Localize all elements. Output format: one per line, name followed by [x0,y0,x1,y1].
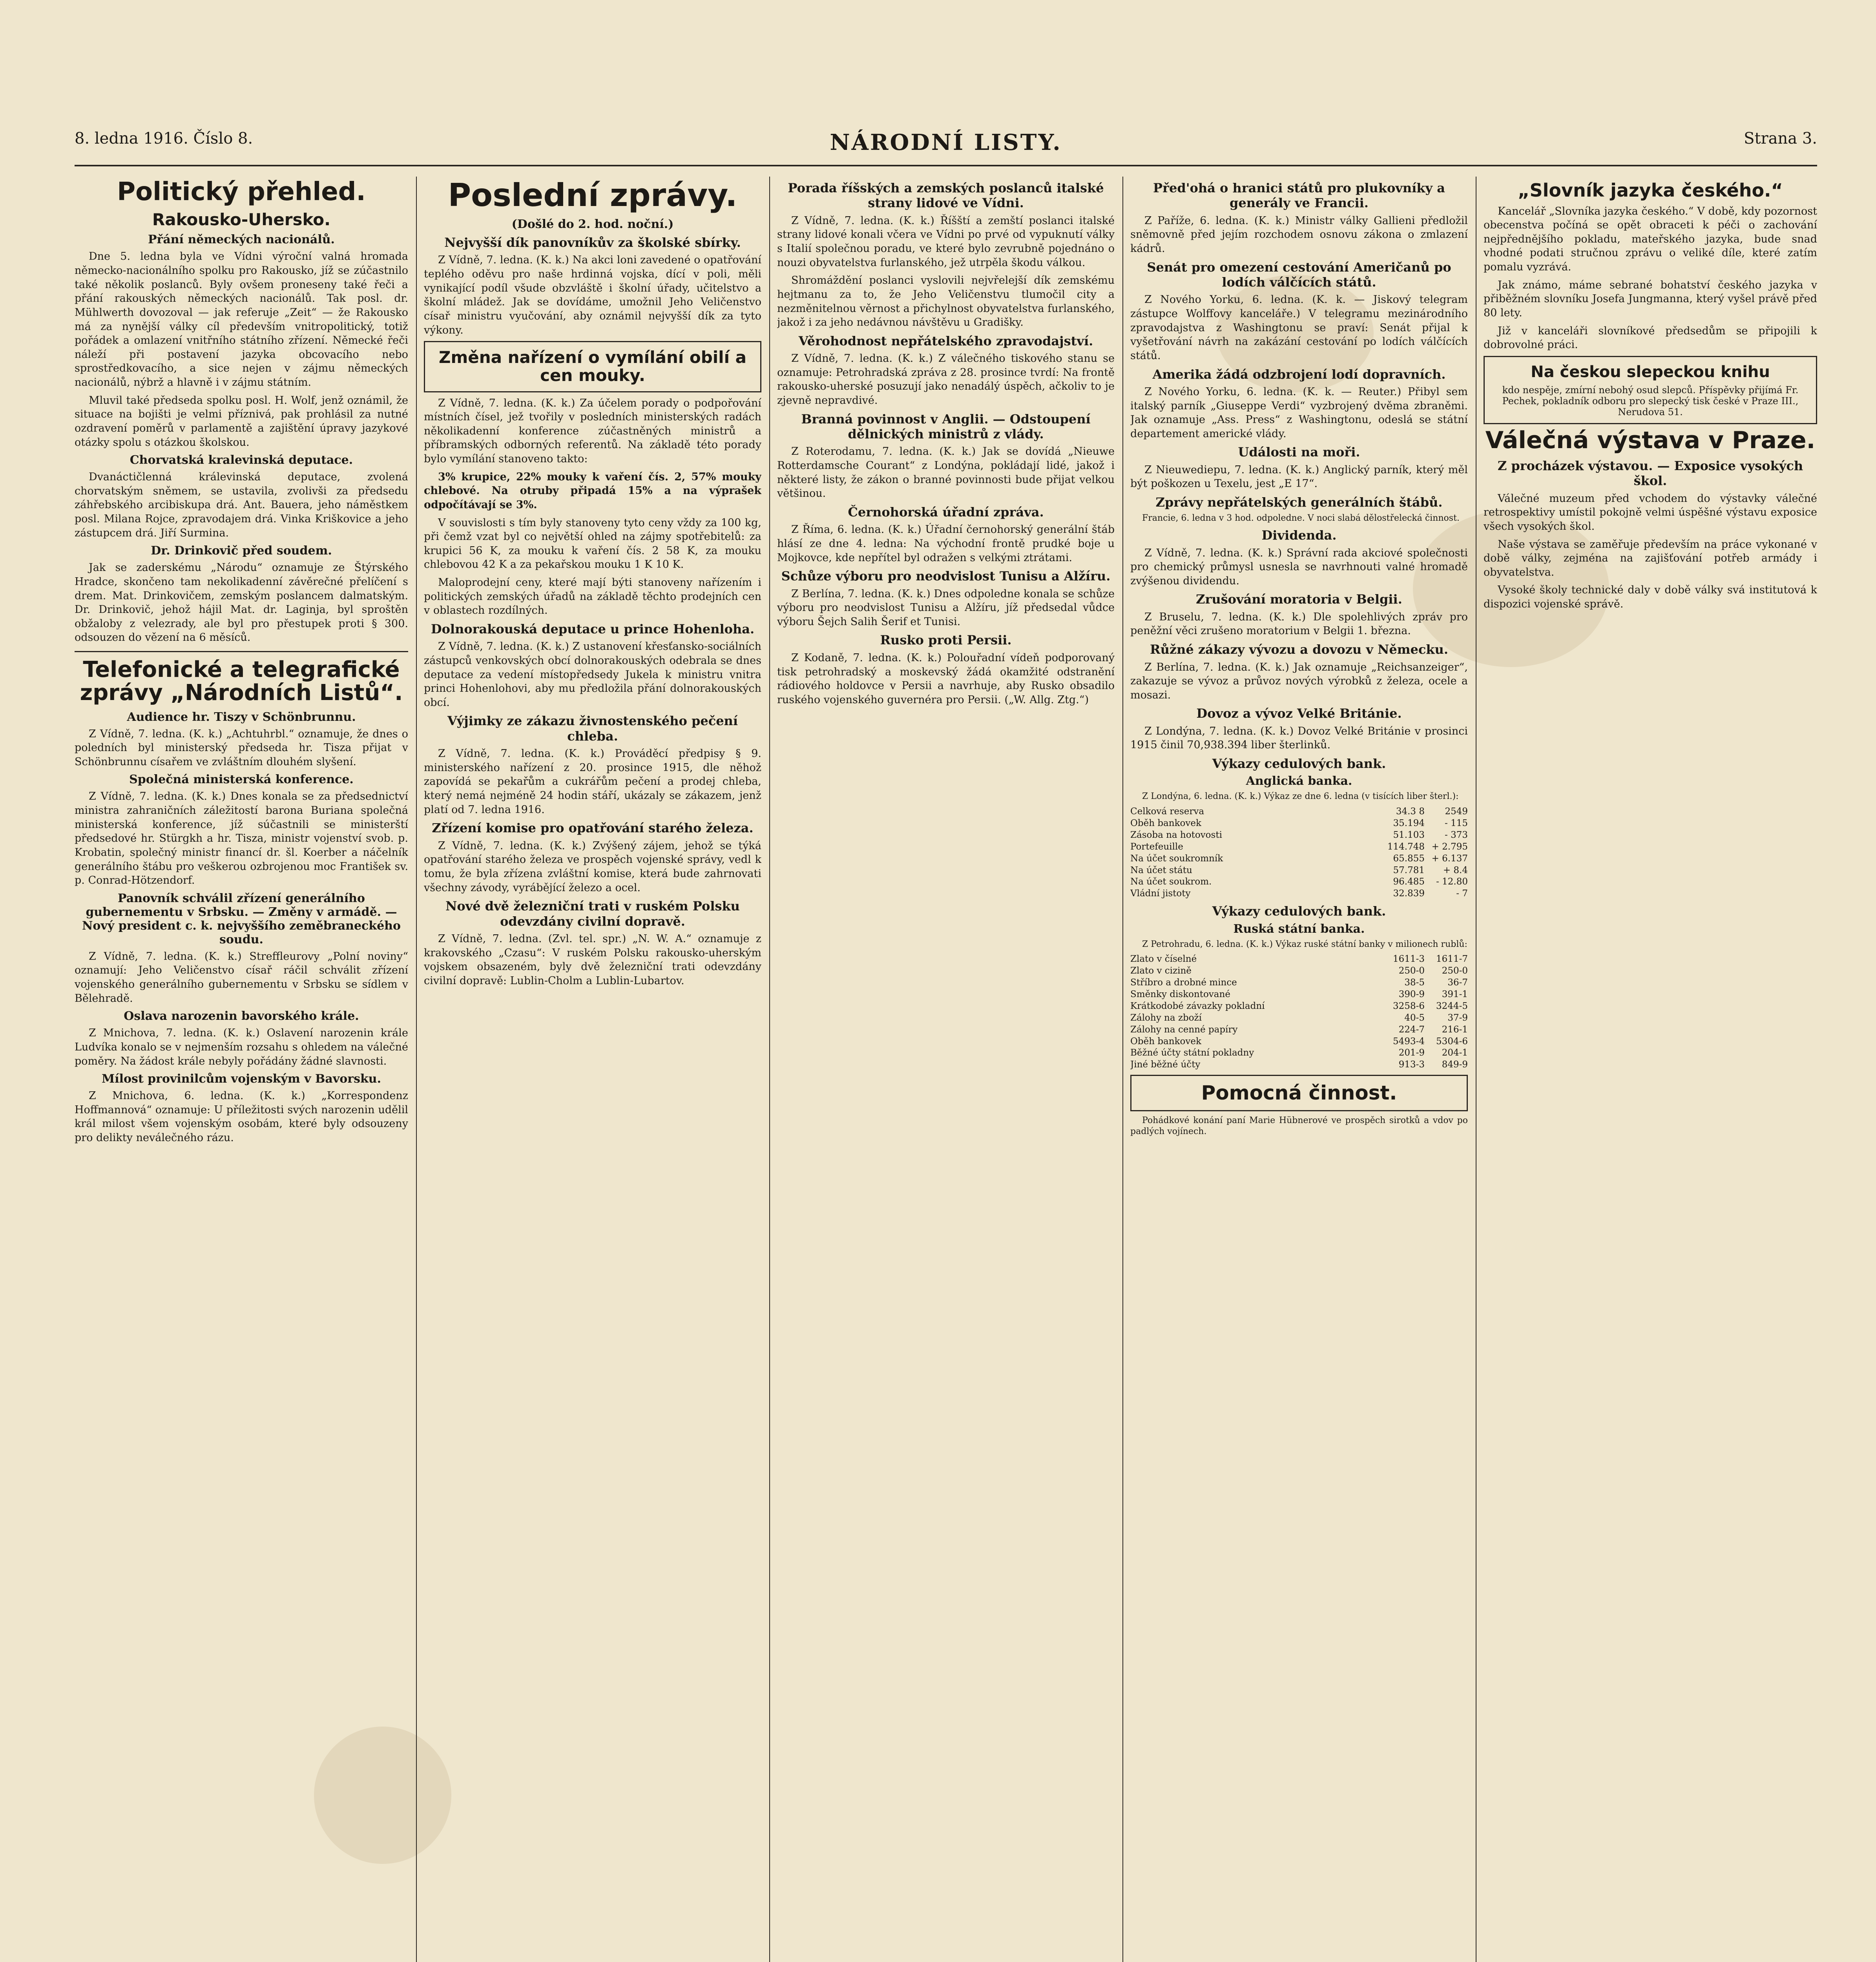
article-heading: Před'ohá o hranici států pro plukovníky a generály ve Francii. [1153,181,1445,211]
article-subheading: Ruská státní banka. [1233,922,1365,936]
article-paragraph: Dvanáctičlenná králevinská deputace, zvolená chorvatským sněmem, se ustavila, zvolivši za předsedu záhřebského arcibiskupa drá. Ant. Bauera, jeho náměstkem posl. Milana Rojce, zpravodajem drá. Vinka Kriškovice a jeho zástupcem drá. Jiří Surmina. [75,471,408,539]
article-heading: Věrohodnost nepřátelského zpravodajství. [798,333,1093,348]
article-paragraph: Z Nieuwediepu, 7. ledna. (K. k.) Anglický parník, který měl být poškozen u Texelu, jest „E 17“. [1130,463,1468,490]
column-rule [416,177,417,1962]
table-row [1130,806,1468,818]
article-paragraph: Z Mnichova, 6. ledna. (K. k.) „Korrespondenz Hoffmannová“ oznamuje: U příležitosti svých narozenin udělil král milost všem vojenským osobám, které byly odsouzeny pro delikty neválečného rázu. [75,1090,408,1144]
row-label: Zálohy na cenné papíry [1130,1024,1238,1035]
article-paragraph: Pohádkové konání paní Marie Hübnerové ve prospěch sirotků a vdov po padlých vojínech. [1130,1116,1468,1136]
article-heading: Zrušování moratoria v Belgii. [1196,592,1402,607]
article-paragraph: Z Londýna, 7. ledna. (K. k.) Dovoz Velké Británie v prosinci 1915 činil 70,938.394 liber šterlinků. [1130,725,1468,751]
article-paragraph: Z Petrohradu, 6. ledna. (K. k.) Výkaz ruské státní banky v milionech rublů: [1142,939,1467,949]
article-paragraph: 3% krupice, 22% mouky k vaření čís. 2, 57% mouky chlebové. Na otruby připadá 15% a na výprašek odpočítávají se 3%. [424,470,761,511]
article-heading: Výkazy cedulových bank. [1212,904,1386,919]
row-label: Jiné běžné účty [1130,1059,1201,1070]
section-title: „Slovník jazyka českého.“ [1518,180,1783,201]
article-heading: Mílost provinilcům vojenským v Bavorsku. [101,1072,381,1086]
row-value: 38-5 [1404,977,1425,988]
article-paragraph: Maloprodejní ceny, které mají býti stanoveny nařízením i politických zemských úřadů na základě těchto prodejních cen v oblastech rozdílných. [424,576,761,617]
article-paragraph: Válečné muzeum před vchodem do výstavky válečné retrospektivy umístil pokojně velmi úspěšné výstavu exposice všech vysokých škol. [1484,492,1817,532]
row-label: Na účet státu [1130,865,1192,875]
article-paragraph: V souvislosti s tím byly stanoveny tyto ceny vždy za 100 kg, při čemž vzat byl co největší ohled na zájmy spotřebitelů: za krupici 56 K, za mouku k vaření čís. 2 58 K, za mouku chlebovou 42 K a za pekařskou mouku 1 K 10 K. [424,516,761,571]
row-label: Oběh bankovek [1130,1036,1201,1047]
table-row [1130,1024,1468,1036]
row-value: 250-0 [1442,966,1468,976]
row-label: Oběh bankovek [1130,818,1201,829]
row-value: 36-7 [1447,977,1468,988]
row-label: Směnky diskontované [1130,989,1230,1000]
table-row [1130,1047,1468,1059]
section-subtitle: Rakousko-Uhersko. [152,210,331,230]
article-paragraph: Naše výstava se zaměřuje především na práce vykonané v době války, zejména na zajišťování potřeb armády i obyvatelstva. [1484,538,1817,578]
article-heading: Oslava narozenin bavorského krále. [124,1009,359,1023]
section-title: Politický přehled. [117,177,366,206]
article-heading: Výjimky ze zákazu živnostenského pečení chleba. [447,713,738,744]
highlight-box [1130,1075,1468,1111]
row-value: 913-3 [1398,1059,1425,1070]
article-heading: Změna nařízení o vymílání obilí a cen mouky. [439,348,746,385]
article-heading: Branná povinnost v Anglii. — Odstoupení dělnických ministrů z vlády. [801,411,1091,442]
row-value: 391-1 [1442,989,1468,1000]
table-row [1130,1001,1468,1012]
row-label: Stříbro a drobné mince [1130,977,1237,988]
row-value: 34.3 8 [1396,806,1425,817]
issue-date: 8. ledna 1916. Číslo 8. [75,129,253,148]
column-5 [1484,177,1817,1962]
row-value: 37-9 [1447,1012,1468,1023]
article-paragraph: Z Vídně, 7. ledna. (K. k.) Za účelem porady o podpořování místních čísel, jež tvořily v posledních ministerských radách několikadenní konference zúčastněných ministrů a příbramských odborných referentů. Na základě této porady bylo vymílání stanoveno takto: [424,397,761,465]
article-paragraph: Dne 5. ledna byla ve Vídni výroční valná hromada německo-nacionálního spolku pro Rakousko, jíž se zúčastnilo také několik poslanců. Byly ovšem proneseny také řeči a přání rakouských německých nacionálů. Tak posl. dr. Mühlwerth dovozoval — jak referuje „Zeit“ — že Rakousko má za nynější války cíl především vnitropolitický, totiž pořádek a omlazení vnitřního státního zřízení. Německé řeči náleží při postavení jazyka obcovacího nebo sprostředkovacího, a sice nejen v zájmu německých nacionálů, nýbrž a hlavně i v zájmu státním. [75,250,408,388]
article-paragraph: Z Nového Yorku, 6. ledna. (K. k. — Jiskový telegram zástupce Wolffovy kanceláře.) V telegramu mezinárodního zpravodajstva z Washingtonu se praví: Senát přijal k vyšetřování návrh na zakázání cestování po lodích válčících států. [1130,294,1468,362]
article-heading: Panovník schválil zřízení generálního gubernementu v Srbsku. — Změny v armádě. — Nový president c. k. nejvyššího zeměbraneckého soudu. [82,891,401,946]
article-heading: Nové dvě železniční trati v ruském Polsku odevzdány civilní dopravě. [445,899,740,929]
article-heading: Schůze výboru pro neodvislost Tunisu a Alžíru. [781,569,1111,584]
row-value: - 373 [1445,830,1468,840]
article-paragraph: Shromáždění poslanci vyslovili nejvřelejší dík zemskému hejtmanu za to, že Jeho Veličenstvu tlumočil city a nezměnitelnou věrnost a přichylnost obyvatelstva furlanského, jakož i za jeho nedávnou návštěvu u Gradišky. [777,274,1115,329]
telegraph-title: Telefonické a telegrafické zprávy „Národních Listů“. [80,657,403,706]
row-value: 201-9 [1398,1048,1425,1058]
table-row [1130,989,1468,1001]
column-rule [1122,177,1123,1962]
article-paragraph: Z Říma, 6. ledna. (K. k.) Úřadní černohorský generální štáb hlásí ze dne 4. ledna: Na východní frontě prudké boje u Mojkovce, kde nepřítel byl odražen s velkými ztrátami. [777,523,1115,564]
box-text: kdo nespěje, zmírní nebohý osud slepců. Příspěvky přijímá Fr. Pechek, pokladník odboru pro slepecký tisk české v Praze III., Nerudova 51. [1502,384,1799,418]
table-row [1130,954,1468,965]
row-value: 5304-6 [1436,1036,1468,1047]
highlight-box [424,341,761,392]
column-2 [424,177,761,1962]
article-heading: Zprávy nepřátelských generálních štábů. [1155,495,1443,510]
row-label: Zásoba na hotovosti [1130,830,1222,840]
row-value: 390-9 [1398,989,1425,1000]
row-value: 57.781 [1393,865,1425,875]
article-paragraph: Z Vídně, 7. ledna. (K. k.) Správní rada akciové společnosti pro chemický průmysl usnesla se navrhnouti valné hromadě zvýšenou dividendu. [1130,547,1468,587]
article-heading: Pomocná činnost. [1201,1081,1397,1105]
row-label: Portefeuille [1130,841,1183,852]
row-label: Zlato v číselné [1130,954,1197,965]
row-label: Na účet soukromník [1130,853,1223,864]
article-paragraph: Jak se zaderskému „Národu“ oznamuje ze Štýrského Hradce, skončeno tam nekolikadenní závěrečné přelíčení s drem. Mat. Drinkovičem, zemským poslancem dalmatským. Dr. Drinkovič, jehož hájil Mat. dr. Laginja, byl sproštěn obžaloby z velezrady, ale byl pro přestupek proti § 300. odsouzen do vězení na 6 měsíců. [75,562,408,644]
article-heading: Nejvyšší dík panovníkův za školské sbírky. [444,235,741,250]
row-value: - 12.80 [1436,877,1468,887]
article-heading: Výkazy cedulových bank. [1212,756,1386,771]
article-heading: Audience hr. Tiszy v Schönbrunnu. [127,710,356,724]
row-label: Zlato v cizině [1130,966,1192,976]
article-paragraph: Již v kanceláři slovníkové předsedům se připojili k dobrovolné práci. [1484,325,1817,351]
article-paragraph: Z Vídně, 7. ledna. (Zvl. tel. spr.) „N. W. A.“ oznamuje z krakovského „Czasu“: V ruském Polsku rakousko-uherským vojskem obsazeném, byly dvě železniční trati odevzdány civilní dopravě: Lublin-Cholm a Lublin-Lubartov. [424,932,761,987]
table-row [1130,818,1468,830]
row-value: 114.748 [1387,841,1425,852]
article-heading: Senát pro omezení cestování Američanů po lodích válčících států. [1147,259,1451,290]
row-value: 250-0 [1398,966,1425,976]
article-paragraph: Z Nového Yorku, 6. ledna. (K. k. — Reuter.) Přibyl sem italský parník „Giuseppe Verdi“ vyzbrojený dvěma zbraněmi. Jak oznamuje „Ass. Press“ z Washingtonu, odeslá se státní departement americké vlády. [1130,385,1468,440]
row-value: + 2.795 [1431,841,1468,852]
row-value: 65.855 [1393,853,1425,864]
article-paragraph: Z Vídně, 7. ledna. (K. k.) „Achtuhrbl.“ oznamuje, že dnes o poledních byl ministerský předseda hr. Tisza přijat v Schönbrunnu císařem ve zvláštním dlouhém slyšení. [75,728,408,768]
article-paragraph: Z Bruselu, 7. ledna. (K. k.) Dle spolehlivých zpráv pro peněžní věci zrušeno moratorium v Belgii 1. března. [1130,611,1468,637]
section-subtitle: (Došlé do 2. hod. noční.) [511,217,674,231]
row-value: 216-1 [1442,1024,1468,1035]
article-paragraph: Z Kodaně, 7. ledna. (K. k.) Polouřadní vídeň podporovaný tisk petrohradský a moskevský žádá okamžité odstranění rádiového holdovce v Persii a navrhuje, aby Rusko obsadilo ruského vojenského guvernéra pro Persii. („W. Allg. Ztg.“) [777,651,1115,706]
article-paragraph: Z Berlína, 7. ledna. (K. k.) Jak oznamuje „Reichsanzeiger“, zakazuje se vývoz a průvoz nových výrobků z železa, ocele a mosazi. [1130,661,1468,701]
article-paragraph: Z Vídně, 7. ledna. (K. k.) Na akci loni zavedené o opatřování teplého oděvu pro naše hrdinná vojska, dící v poli, měli vynikající podíl všude obzvláště i školní úřady, učitelstvo a školní mládež. Jak se dovídáme, umožnil Jeho Veličenstvo císař ministru vyučování, aby oznámil nejvyšší dík za tyto výkony. [424,254,761,336]
row-value: + 8.4 [1443,865,1468,875]
row-label: Celková reserva [1130,806,1204,817]
article-paragraph: Z Vídně, 7. ledna. (K. k.) Dnes konala se za předsednictví ministra zahraničních záležitostí barona Buriana společná ministerská konference, jíž súčastnili se ministerští předsedové hr. Stürgkh a hr. Tisza, ministr vojenství svob. p. Krobatin, společný ministr financí dr. šl. Koerber a náčelník generálního štábu pro veškerou ozbrojenou moc František sv. p. Conrad-Hötzendorf. [75,790,408,887]
article-paragraph: Z Vídně, 7. ledna. (K. k.) Prováděcí předpisy § 9. ministerského nařízení z 20. prosince 1915, dle něhož zapovídá se pekařům a cukrářům pečení a prodej chleba, který nemá nejméně 24 hodin stáří, ukázaly se zákazem, jenž platí od 7. ledna 1916. [424,748,761,816]
article-heading: Porada říšských a zemských poslanců italské strany lidové ve Vídni. [788,181,1104,211]
row-label: Běžné účty státní pokladny [1130,1048,1254,1058]
article-heading: Události na moři. [1238,445,1360,460]
article-paragraph: Vysoké školy technické daly v době války svá institutová k dispozici vojenské správě. [1484,584,1817,610]
row-value: 849-9 [1442,1059,1468,1070]
column-rule [769,177,770,1962]
bank-table-russia [1130,954,1468,1071]
table-row [1130,841,1468,853]
row-label: Na účet soukrom. [1130,877,1212,887]
divider [75,651,408,652]
table-row [1130,876,1468,888]
article-heading: Amerika žádá odzbrojení lodí dopravních. [1152,367,1446,382]
column-1 [75,177,408,1962]
row-value: 204-1 [1442,1048,1468,1058]
page-number: Strana 3. [1744,129,1817,148]
article-paragraph: Z Mnichova, 7. ledna. (K. k.) Oslavení narozenin krále Ludvíka konalo se v nejmenším rozsahu s ohledem na válečné poměry. Na žádost krále nebyly pořádány žádné slavnosti. [75,1027,408,1067]
article-heading: Chorvatská kralevinská deputace. [130,453,353,467]
row-value: 224-7 [1398,1024,1425,1035]
article-subheading: Anglická banka. [1246,774,1352,788]
article-paragraph: Z Berlína, 7. ledna. (K. k.) Dnes odpoledne konala se schůze výboru pro neodvislost Tunisu a Alžíru, jíž předsedal vůdce výboru Šejch Salih Šerif et Tunisi. [777,587,1115,628]
row-label: Krátkodobé závazky pokladní [1130,1001,1265,1011]
table-row [1130,830,1468,841]
section-title: Poslední zprávy. [448,177,737,213]
article-paragraph: Z Vídně, 7. ledna. (K. k.) Říšští a zemští poslanci italské strany lidové konali včera ve Vídni po prvé od vypuknutí války s Italií společnou poradu, ve které bylo zevrubně pojednáno o nouzi obyvatelstva furlanského, jež utrpěla škodu válkou. [777,214,1115,269]
page-header [75,118,1817,166]
row-value: - 7 [1456,888,1468,899]
article-heading: Společná ministerská konference. [129,773,354,787]
row-value: 1611-3 [1393,954,1425,965]
table-row [1130,977,1468,989]
article-heading: Černohorská úřadní zpráva. [848,504,1044,520]
newspaper-page [75,118,1817,1962]
highlight-box [1484,356,1817,424]
article-paragraph: Z Vídně, 7. ledna. (K. k.) Streffleurovy „Polní noviny“ oznamují: Jeho Veličenstvo císař ráčil schválit zřízení vojenského generálního gubernementu v Srbsku se sídlem v Bělehradě. [75,950,408,1005]
article-heading: Dr. Drinkovič před soudem. [151,544,332,558]
article-paragraph: Kancelář „Slovníka jazyka českého.“ V době, kdy pozornost obecenstva počíná se opět obraceti k péči o zachování nejpřednějšího pokladu, mateřského jazyka, bude snad vhodné podati stručnou zprávu o veliké díle, které zatím pomalu vyzrává. [1484,205,1817,274]
article-paragraph: Z Paříže, 6. ledna. (K. k.) Ministr války Gallieni předložil sněmovně před jejím rozchodem osnovu zákona o zmlazení kádrů. [1130,214,1468,255]
article-paragraph: Z Vídně, 7. ledna. (K. k.) Z ustanovení křesťansko-sociálních zástupců venkovských obcí dolnorakouských odebrala se dnes deputace za vedení místopředsedy Jukela k ministru vnitra princi Hohenlohovi, aby mu předložila přání dolnorakouských obcí. [424,640,761,709]
row-value: + 6.137 [1431,853,1468,864]
article-heading: Rusko proti Persii. [880,633,1012,648]
masthead: NÁRODNÍ LISTY. [830,129,1062,155]
section-title: Válečná výstava v Praze. [1485,426,1816,454]
table-row [1130,1036,1468,1048]
table-row [1130,888,1468,900]
article-heading: Na českou slepeckou knihu [1531,363,1770,381]
article-paragraph: Z Roterodamu, 7. ledna. (K. k.) Jak se dovídá „Nieuwe Rotterdamsche Courant“ z Londýna, pokládají lidé, jakož i některé listy, že zákon o branné povinnosti bude přijat velkou většinou. [777,445,1115,500]
table-row [1130,1012,1468,1024]
row-value: 2549 [1445,806,1468,817]
table-row [1130,965,1468,977]
article-paragraph: Francie, 6. ledna v 3 hod. odpoledne. V noci slabá dělostřelecká činnost. [1142,513,1460,523]
row-label: Zálohy na zboží [1130,1012,1202,1023]
row-value: 35.194 [1393,818,1425,829]
row-value: 3244-5 [1436,1001,1468,1011]
table-row [1130,853,1468,865]
row-value: 1611-7 [1436,954,1468,965]
article-paragraph: Jak známo, máme sebrané bohatství českého jazyka v přiběžném slovníku Josefa Jungmanna, který vyšel právě před 80 lety. [1484,279,1817,319]
article-paragraph: Z Londýna, 6. ledna. (K. k.) Výkaz ze dne 6. ledna (v tisících liber šterl.): [1142,791,1459,802]
article-heading: Dovoz a vývoz Velké Británie. [1196,706,1402,721]
column-3 [777,177,1115,1962]
row-value: 32.839 [1393,888,1425,899]
row-value: 51.103 [1393,830,1425,840]
article-heading: Růžné zákazy vývozu a dovozu v Německu. [1150,642,1448,657]
article-heading: Dividenda. [1261,528,1337,543]
article-heading: Z procházek výstavou. — Exposice vysokých škol. [1497,458,1803,489]
row-label: Vládní jistoty [1130,888,1191,899]
article-heading: Zřízení komise pro opatřování starého železa. [432,821,754,836]
column-4 [1130,177,1468,1962]
article-heading: Dolnorakouská deputace u prince Hohenloha. [431,621,755,636]
article-paragraph: Mluvil také předseda spolku posl. H. Wolf, jenž oznámil, že situace na bojišti je velmi příznivá, pak prohlásil za nutné ozdravení poměrů v parlamentě a zajištění úpravy jazykové otázky spolu s otázkou školskou. [75,394,408,449]
article-heading: Přání německých nacionálů. [148,233,335,247]
article-paragraph: Z Vídně, 7. ledna. (K. k.) Zvýšený zájem, jehož se týká opatřování starého železa ve prospěch vojenské správy, vedl k tomu, že byla zřízena zvláštní komise, která bude zahrnovati všechny závody, vyrábějící železo a ocel. [424,839,761,894]
row-value: - 115 [1445,818,1468,829]
table-row [1130,1059,1468,1071]
row-value: 3258-6 [1393,1001,1425,1011]
table-row [1130,865,1468,877]
row-value: 5493-4 [1393,1036,1425,1047]
bank-table-england [1130,806,1468,900]
row-value: 96.485 [1393,877,1425,887]
article-paragraph: Z Vídně, 7. ledna. (K. k.) Z válečného tiskového stanu se oznamuje: Petrohradská zpráva z 28. prosince tvrdí: Na frontě rakousko-uherské posuzují jako nenadálý úspěch, ačkoliv to je zjevně nepravdivé. [777,352,1115,407]
row-value: 40-5 [1404,1012,1425,1023]
